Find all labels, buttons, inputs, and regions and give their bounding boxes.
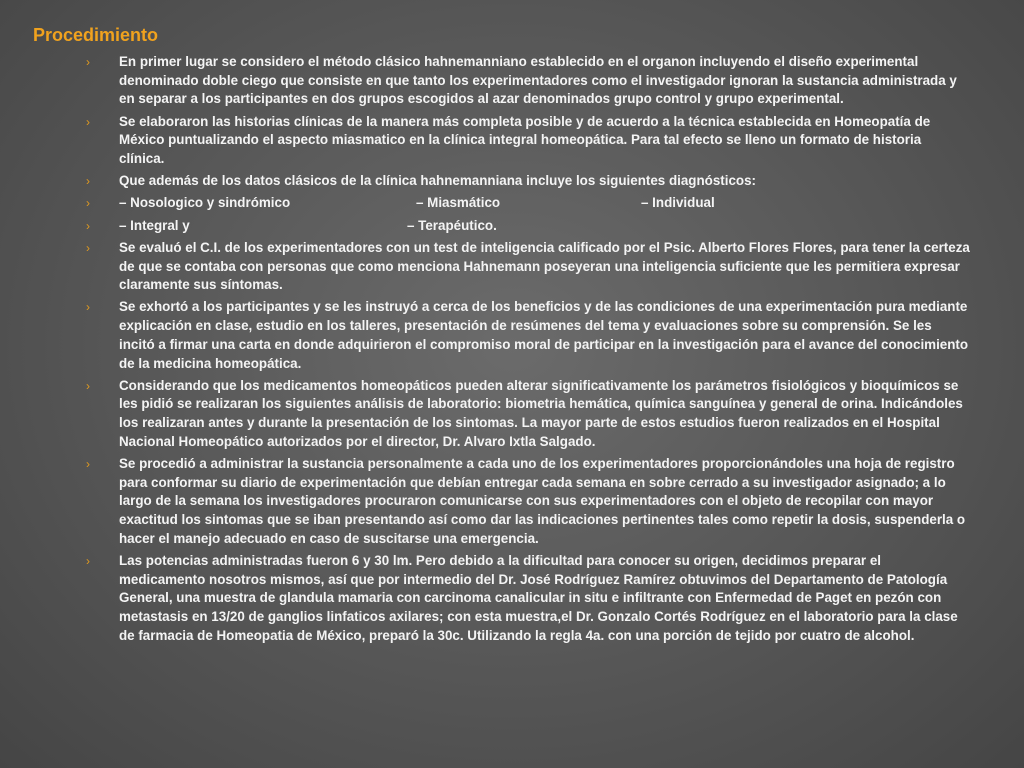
bullet-text: Se procedió a administrar la sustancia personalmente a cada uno de los experimentadores proporcionándoles una hoja de registro para conformar su diario de experimentación que debían entregar cada semana en sobre cerrado a su investigador asignado; a lo largo de la semana los investigadores procuraron comunicarse con sus experimentadores con el objeto de recopilar con mayor exactitud los sintomas que se iban presentando así como dar las indicaciones pertinentes tales como repetir la dosis, suspenderla o hacer el manejo adecuado en caso de suscitarse una emergencia. [119,456,966,546]
bullet-item [86,552,970,646]
bullet-marker-icon: › [86,457,90,472]
diagnosis-label: – Nosologico y sindrómico [119,195,291,211]
diagnosis-label: – Individual [641,195,715,211]
bullet-item [86,53,970,109]
bullet-marker-icon: › [86,55,90,69]
bullet-marker-icon: › [86,196,90,211]
bullet-text: Se elaboraron las historias clínicas de la manera más completa posible y de acuerdo a la técnica establecida en Homeopatía de México puntualizando el aspecto miasmatico en la clínica integral homeopática. Para tal efecto se lleno un formato de historia clínica. [119,113,931,167]
bullet-text: Se evaluó el C.I. de los experimentadores con un test de inteligencia calificado por el Psic. Alberto Flores Flores, para tener la certeza de que se contaba con personas que como menciona Hahnemann poseyeran una inteligencia suficiente que les permitiera expresar claramente sus síntomas. [119,239,970,293]
bullet-marker-icon: › [86,240,90,255]
bullet-text: Las potencias administradas fueron 6 y 30 lm. Pero debido a la dificultad para conocer su origen, decidimos preparar el medicamento nosotros mismos, así que por intermedio del Dr. José Rodríguez Ramírez obtuvimos del Departamento de Patología General, una muestra de glandula mamaria con carcinoma canalicular in situ e infiltrante con Enfermedad de Paget en pezón con metastasis en 13/20 de ganglios linfaticos axilares; con esta muestra,el Dr. Gonzalo Cortés Rodríguez en el laboratorio para la clase de farmacia de Homeopatia de México, preparó la 30c. Utilizando la regla 4a. con una porción de tejido por cuatro de alcohol. [119,553,958,643]
bullet-marker-icon: › [86,174,90,189]
bullet-item [86,113,970,169]
slide-title: Procedimiento [33,25,159,45]
bullet-item [86,217,970,236]
bullet-marker-icon: › [86,554,90,569]
bullet-list [86,53,970,649]
bullet-text: Se exhortó a los participantes y se les instruyó a cerca de los beneficios y de las condiciones de una experimentación pura mediante explicación en clase, estudio en los talleres, presentación de resúmenes del tema y evaluaciones sobre su comprensión. Se les incitó a firmar una carta en donde adquirieron el compromiso moral de participar en la investigación para el avance del conocimiento de la medicina homeopática. [119,299,969,371]
bullet-marker-icon: › [86,114,90,129]
bullet-item [86,377,970,452]
bullet-marker-icon: › [86,218,90,233]
bullet-item [86,298,970,373]
bullet-item [86,194,970,213]
bullet-text: Que además de los datos clásicos de la clínica hahnemanniana incluye los siguientes diagnósticos: [119,173,757,189]
bullet-item [86,172,970,191]
bullet-text: En primer lugar se considero el método clásico hahnemanniano establecido en el organon incluyendo el diseño experimental denominado doble ciego que consiste en que tanto los experimentadores como el investigador ignoran la sustancia administrada y en separar a los participantes en dos grupos escogidos al azar denominados grupo control y grupo experimental. [119,54,957,107]
bullet-text: Considerando que los medicamentos homeopáticos pueden alterar significativamente los parámetros fisiológicos y bioquímicos se les pidió se realizaran los siguientes análisis de laboratorio: biometria hemática, química sanguínea y general de orina. Indicándoles los realizaran antes y durante la presentación de los sintomas. La mayor parte de estos estudios fueron realizados en el Hospital Nacional Homeopático autorizados por el director, Dr. Alvaro Ixtla Salgado. [119,377,963,449]
bullet-item [86,239,970,295]
bullet-marker-icon: › [86,378,90,393]
diagnosis-label: – Integral y [119,217,190,233]
diagnosis-label: – Terapéutico. [407,217,497,233]
diagnosis-label: – Miasmático [416,195,501,211]
bullet-item [86,455,970,549]
bullet-marker-icon: › [86,300,90,315]
